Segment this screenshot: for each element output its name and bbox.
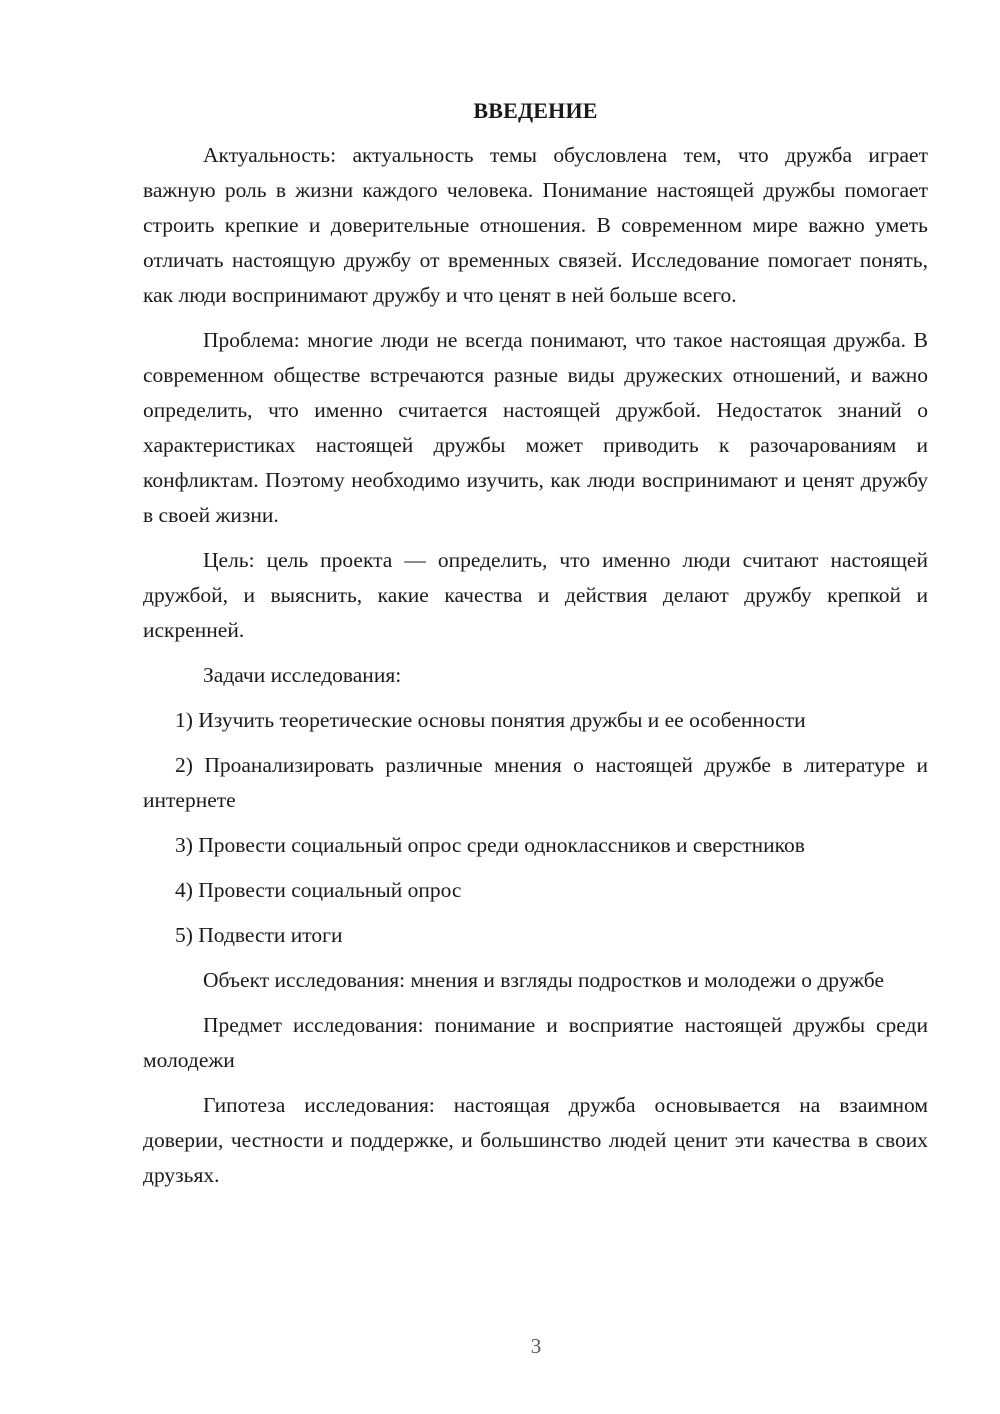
paragraph-object: Объект исследования: мнения и взгляды подростков и молодежи о дружбе	[203, 968, 884, 992]
section-title: ВВЕДЕНИЕ	[473, 98, 598, 123]
paragraph-goal: Цель: цель проекта — определить, что именно люди считают настоящей дружбой, и выяснить, какие качества и действия делают дружбу крепкой и искренней.	[143, 548, 928, 642]
page-number: 3	[530, 1334, 542, 1358]
paragraph-subject: Предмет исследования: понимание и восприятие настоящей дружбы среди молодежи	[143, 1013, 928, 1072]
task-item-2: 2) Проанализировать различные мнения о настоящей дружбе в литературе и интернете	[143, 753, 928, 812]
task-item-4: 4) Провести социальный опрос	[175, 878, 462, 902]
task-item-5: 5) Подвести итоги	[175, 923, 343, 947]
paragraph-hypothesis: Гипотеза исследования: настоящая дружба основывается на взаимном доверии, честности и поддержке, и большинство людей ценит эти качества в своих друзьях.	[143, 1093, 928, 1187]
task-item-3: 3) Провести социальный опрос среди одноклассников и сверстников	[175, 833, 805, 857]
task-item-1: 1) Изучить теоретические основы понятия дружбы и ее особенности	[175, 708, 806, 732]
tasks-heading: Задачи исследования:	[203, 663, 402, 687]
document-page	[143, 96, 928, 1203]
paragraph-problem: Проблема: многие люди не всегда понимают, что такое настоящая дружба. В современном обществе встречаются разные виды дружеских отношений, и важно определить, что именно считается настоящей дружбой. Недостаток знаний о характеристиках настоящей дружбы может приводить к разочарованиям и конфликтам. Поэтому необходимо изучить, как люди воспринимают и ценят дружбу в своей жизни.	[143, 328, 928, 527]
paragraph-relevance: Актуальность: актуальность темы обусловлена тем, что дружба играет важную роль в жизни каждого человека. Понимание настоящей дружбы помогает строить крепкие и доверительные отношения. В современном мире важно уметь отличать настоящую дружбу от временных связей. Исследование помогает понять, как люди воспринимают дружбу и что ценят в ней больше всего.	[143, 143, 928, 307]
